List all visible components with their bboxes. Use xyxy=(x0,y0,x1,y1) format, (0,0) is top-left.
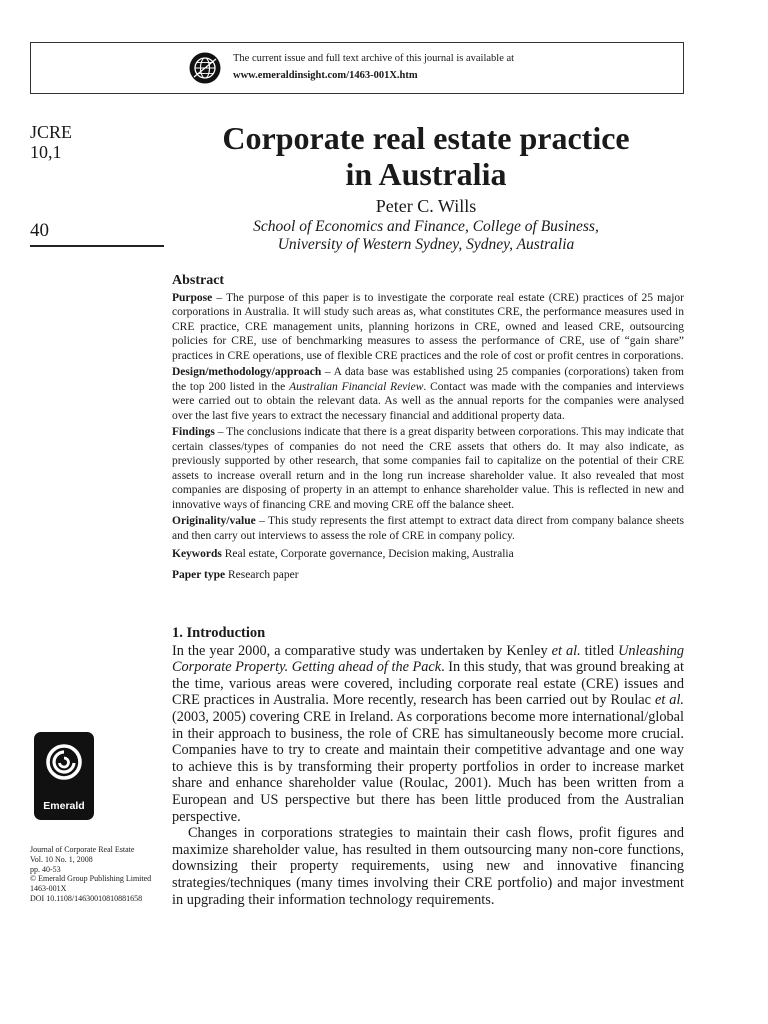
abstract xyxy=(172,274,684,584)
journal-abbreviation: JCRE xyxy=(30,122,73,142)
citation-etal: et al. xyxy=(654,692,684,709)
affiliation-line: University of Western Sydney, Sydney, Australia xyxy=(277,236,575,253)
emerald-logo-icon xyxy=(34,732,94,820)
paragraph-text: In the year 2000, a comparative study was undertaken by Kenley xyxy=(172,642,552,659)
author-name: Peter C. Wills xyxy=(375,196,477,216)
pub-info-line: Vol. 10 No. 1, 2008 xyxy=(30,854,93,864)
journal-code xyxy=(30,122,72,162)
pub-info-line: DOI 10.1108/14630010810881658 xyxy=(30,893,143,903)
abstract-purpose xyxy=(172,291,684,364)
pub-info-line: pp. 40-53 xyxy=(30,864,61,874)
paper-type-label: Paper type xyxy=(172,568,226,581)
paper-type-text: Research paper xyxy=(225,568,299,581)
abstract-heading: Abstract xyxy=(172,273,225,288)
section-heading: 1. Introduction xyxy=(172,625,266,641)
globe-icon xyxy=(189,52,221,84)
keywords-text: Real estate, Corporate governance, Decision making, Australia xyxy=(221,548,514,560)
abstract-originality xyxy=(172,514,684,543)
abstract-paper-type xyxy=(172,568,684,583)
body-paragraph: Changes in corporations strategies to maintain their cash flows, profit figures and maximize shareholder value, has resulted in them outsourcing many non-core functions, downsizing their property requirements, using new and innovative financing strategies/techniques (many times involving their CRE portfolio) and major investment in upgrading their information technology requirements. xyxy=(172,825,684,908)
pub-info-line: 1463-001X xyxy=(30,884,67,894)
journal-archive-notice xyxy=(30,42,684,94)
originality-label: Originality/value xyxy=(172,515,256,527)
abstract-findings xyxy=(172,425,684,512)
paragraph-text: (2003, 2005) covering CRE in Ireland. As corporations become more international/global in their approach to business, the role of CRE has simultaneously become more crucial. Companies have to try to create and maintain their competitive advantage and one way to achieve this is by transforming their property portfolios in order to increase market share and enhance shareholder value (Roulac, 2001). Much has been written from a European and US perspective but there has been little produced from the Australian perspective. xyxy=(172,708,684,825)
abstract-keywords xyxy=(172,547,684,562)
design-text: – A data base was established using 25 companies (corporations) taken from the top 200 listed in the xyxy=(172,366,684,393)
purpose-text: – The purpose of this paper is to investigate the corporate real estate (CRE) practices of 25 major corporations in Australia. It will study such areas as, what constitutes CRE, the performance measures used in CRE practice, CRE management units, planning horizons in CRE, owned and leased CRE, outsourcing policies for CRE, use of benchmarking measures to assess the performance of CRE, use of “gain share” practices in CRE operations, use of flexible CRE practices and the role of cost or profit centres in corporations. xyxy=(172,291,684,362)
paragraph-text: titled xyxy=(580,642,619,659)
archive-url-link[interactable]: www.emeraldinsight.com/1463-001X.htm xyxy=(233,70,418,81)
author-affiliation xyxy=(170,218,682,254)
citation-etal: et al. xyxy=(551,642,581,659)
margin-divider xyxy=(30,245,164,247)
design-text-cont: . Contact was made with the companies and interviews were carried out to obtain the relevant data. As well as the annual reports for the companies were analysed over the last five years to extract the necessary financial and additional property data. xyxy=(172,380,684,422)
abstract-design xyxy=(172,365,684,423)
title-line: in Australia xyxy=(345,156,507,192)
findings-text: – The conclusions indicate that there is a great disparity between corporations. This may indicate that certain classes/types of companies do not need the CRE assets that others do. It may also indicate, as previously supported by other research, that some companies fail to capitalize on the potential of their CRE assets to increase overall return and in the long run increase shareholder value. It also revealed that most companies are disposing of property in an attempt to enhance shareholder value. This is reflected in new and innovative ways of financing CRE and moving CRE off the balance sheet. xyxy=(172,426,684,511)
title-line: Corporate real estate practice xyxy=(222,120,630,156)
article-body xyxy=(172,625,684,908)
design-label: Design/methodology/approach xyxy=(172,366,322,378)
keywords-label: Keywords xyxy=(172,548,222,560)
archive-notice-text: The current issue and full text archive of this journal is available at xyxy=(233,53,515,64)
emerald-swirl-icon xyxy=(44,742,84,782)
body-paragraph xyxy=(172,643,684,826)
article-title xyxy=(170,120,682,192)
pub-info-line: © Emerald Group Publishing Limited xyxy=(30,874,152,884)
purpose-label: Purpose xyxy=(172,291,213,304)
originality-text: – This study represents the first attempt to extract data direct from company balance sheets and then carry out interviews to assess the role of CRE in company policy. xyxy=(172,515,684,542)
findings-label: Findings xyxy=(172,426,215,438)
cited-work-title: Unleashing Corporate Property. Getting ahead of the Pack xyxy=(172,642,684,676)
logo-label: Emerald xyxy=(43,800,85,812)
design-text-journal: Australian Financial Review xyxy=(289,380,424,393)
volume-issue: 10,1 xyxy=(30,142,62,162)
publication-info xyxy=(30,845,151,904)
page-number: 40 xyxy=(30,220,49,241)
affiliation-line: School of Economics and Finance, College of Business, xyxy=(253,218,599,235)
pub-info-line: Journal of Corporate Real Estate xyxy=(30,845,135,854)
paragraph-text: . In this study, that was ground breaking at the time, various areas were covered, including corporate real estate (CRE) issues and CRE practices in Australia. More recently, research has been carried out by Roulac xyxy=(172,659,684,709)
